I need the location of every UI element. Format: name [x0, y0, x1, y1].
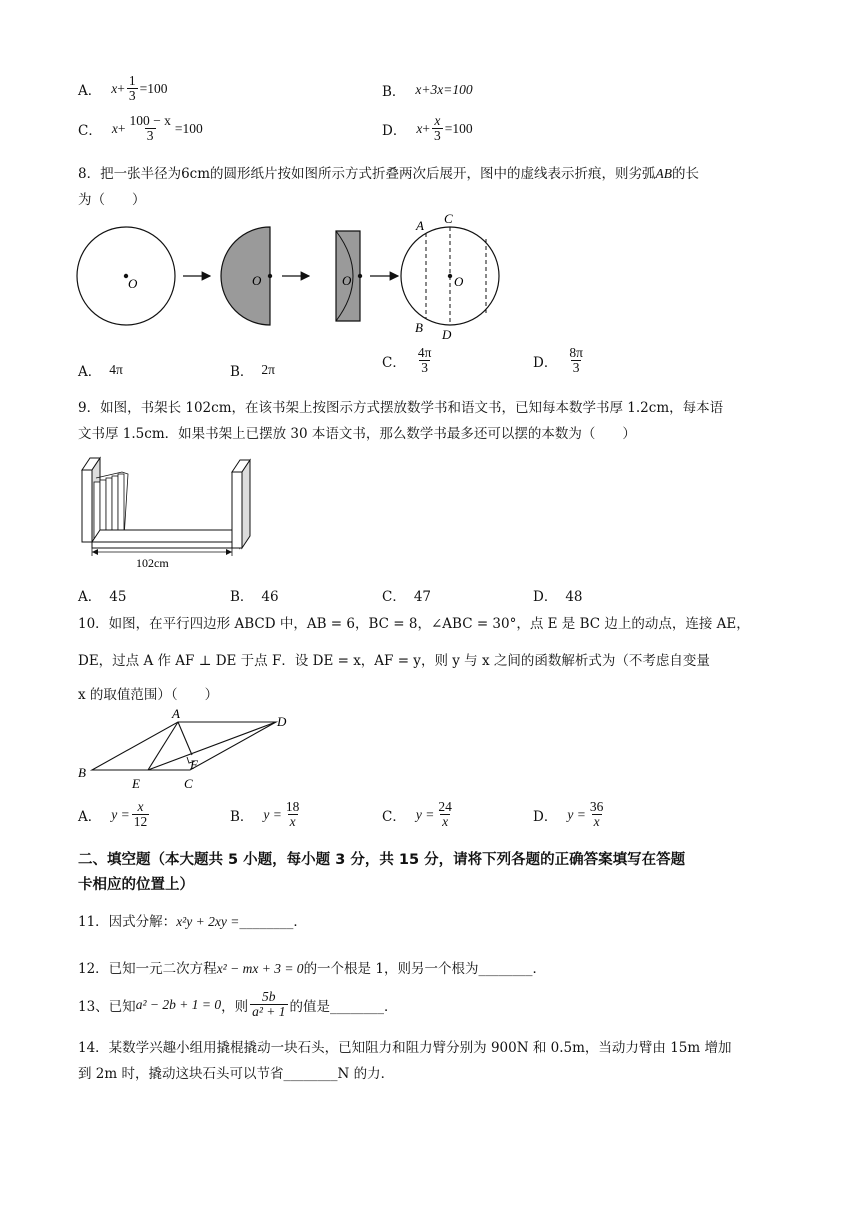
- shelf-board: [92, 530, 248, 542]
- q10-option-b: [230, 800, 303, 829]
- fraction: [284, 800, 302, 829]
- label-f: F: [190, 757, 198, 772]
- book: [100, 480, 106, 538]
- label-a: A: [416, 218, 424, 233]
- q8-option-c: [382, 346, 435, 375]
- q9-option-d: [533, 585, 583, 605]
- math-text: y =: [263, 806, 282, 822]
- fraction: [436, 800, 454, 829]
- q7-option-a: [78, 74, 168, 103]
- fraction: [432, 114, 443, 143]
- question-text: 11．因式分解：: [78, 914, 177, 930]
- math-text: y =: [415, 806, 435, 822]
- fraction: [127, 114, 172, 143]
- denominator: 3: [433, 128, 441, 144]
- math-text: +: [117, 80, 125, 96]
- numerator: x: [434, 113, 441, 128]
- label-c: C: [184, 776, 193, 791]
- section-heading-cont: 卡相应的位置上）: [78, 877, 194, 893]
- label-d: D: [277, 714, 287, 729]
- option-value: 46: [261, 589, 279, 605]
- question-text: ，则: [221, 998, 249, 1015]
- q9-option-a: [78, 585, 126, 605]
- q9-bookshelf-figure: [70, 452, 270, 577]
- numerator: 5b: [262, 989, 276, 1004]
- label-o: O: [128, 276, 138, 291]
- option-value: 2π: [261, 362, 275, 377]
- right-wall-side: [242, 460, 250, 548]
- segment-de: [148, 722, 276, 770]
- math-text: a² − 2b + 1 = 0: [135, 996, 222, 1012]
- book: [106, 478, 112, 538]
- label-a: A: [172, 706, 180, 721]
- numerator: 1: [128, 73, 136, 88]
- section-heading: 二、填空题（本大题共 5 小题，每小题 3 分，共 15 分，请将下列各题的正确答案填写在答题: [78, 852, 686, 868]
- denominator: x: [289, 814, 296, 830]
- segment-ae: [148, 722, 178, 770]
- numerator: 24: [438, 799, 452, 814]
- center-point: [358, 274, 362, 278]
- center-point: [268, 274, 272, 278]
- q10-option-a: [78, 800, 151, 829]
- numerator: 18: [285, 799, 300, 814]
- math-text: +: [422, 120, 430, 136]
- numerator: x: [137, 799, 144, 814]
- math-text: x: [111, 120, 118, 136]
- arc-label: AB: [655, 166, 673, 181]
- math-text: x² − mx + 3 = 0: [216, 961, 304, 976]
- question-text: 12．已知一元二次方程: [78, 961, 217, 977]
- book: [94, 482, 100, 538]
- denominator: 3: [572, 360, 580, 376]
- fraction: [567, 346, 585, 375]
- math-text: x: [111, 80, 118, 96]
- fraction: [127, 74, 138, 103]
- q8-line1: [78, 162, 699, 182]
- math-text: =100: [174, 120, 203, 136]
- fraction: [250, 990, 287, 1019]
- q10-option-c: [382, 800, 456, 829]
- denominator: 3: [421, 360, 428, 376]
- shelf-front: [92, 542, 240, 548]
- q9-line1: 9．如图，书架长 102cm，在该书架上按图示方式摆放数学书和语文书，已知每本数学书厚 1.2cm，每本语: [78, 400, 724, 416]
- question-text: 13、已知: [78, 998, 136, 1015]
- q10-line2: DE，过点 A 作 AF ⊥ DE 于点 F．设 DE = x，AF = y，则 y 与 x 之间的函数解析式为（不考虑自变量: [78, 653, 710, 669]
- option-letter: C．: [382, 354, 406, 371]
- question-text: 的值是________．: [289, 998, 398, 1015]
- denominator: x: [593, 814, 600, 830]
- denominator: 3: [146, 128, 154, 144]
- segment-af: [178, 722, 192, 755]
- option-letter: A．: [78, 589, 102, 605]
- denominator: 12: [133, 814, 148, 830]
- q8-option-b: [230, 360, 275, 380]
- q14-line2: 到 2m 时，撬动这块石头可以节省________N 的力．: [78, 1066, 395, 1082]
- half-circle-shape: [221, 227, 270, 325]
- q10-line1: 10．如图，在平行四边形 ABCD 中，AB = 6，BC = 8，∠ABC = 30°，点 E 是 BC 边上的动点，连接 AE，: [78, 616, 750, 632]
- option-value: 47: [413, 589, 432, 605]
- label-c: C: [444, 211, 453, 226]
- numerator: 8π: [569, 345, 583, 360]
- option-letter: D．: [533, 589, 558, 605]
- question-text: 8．把一张半径为6cm的圆形纸片按如图所示方式折叠两次后展开，图中的虚线表示折痕，则劣弧: [78, 166, 656, 182]
- q7-option-b: [382, 80, 473, 100]
- arrow-left-icon: [92, 549, 98, 555]
- q9-option-b: [230, 585, 279, 605]
- numerator: 4π: [417, 345, 432, 360]
- option-letter: A．: [78, 82, 102, 99]
- math-text: +: [117, 120, 126, 136]
- shelf-length-label: 102cm: [136, 556, 169, 570]
- option-letter: A．: [78, 808, 102, 825]
- denominator: 3: [128, 88, 136, 104]
- q10-parallelogram-figure: [70, 706, 300, 796]
- q14-line1: 14．某数学兴趣小组用撬棍撬动一块石头，已知阻力和阻力臂分别为 900N 和 0.5m，当动力臂由 15m 增加: [78, 1040, 732, 1056]
- option-letter: B．: [230, 808, 254, 825]
- option-letter: D．: [382, 122, 407, 139]
- math-text: y =: [567, 806, 586, 822]
- q8-option-d: [533, 346, 587, 375]
- label-b: B: [78, 765, 86, 780]
- label-o: O: [252, 273, 262, 288]
- parallelogram-shape: [92, 722, 276, 770]
- option-letter: C．: [78, 122, 102, 139]
- q9-option-c: [382, 585, 431, 605]
- question-text: 的长: [672, 166, 700, 182]
- label-o: O: [454, 274, 464, 289]
- question-text: 的一个根是 1，则另一个根为________．: [303, 961, 546, 977]
- option-letter: D．: [533, 354, 558, 371]
- q13: [78, 990, 398, 1019]
- option-value: 45: [109, 589, 127, 605]
- option-letter: C．: [382, 589, 406, 605]
- option-letter: B．: [230, 364, 254, 380]
- fraction: [416, 346, 434, 375]
- q8-folding-figure: [70, 206, 510, 342]
- math-text: =100: [444, 120, 473, 136]
- option-letter: D．: [533, 808, 558, 825]
- q10-line3: x 的取值范围）（ ）: [78, 687, 219, 703]
- answer-blank: ________．: [239, 914, 307, 930]
- q8-line2: 为（ ）: [78, 192, 146, 208]
- option-letter: A．: [78, 364, 102, 380]
- option-value: 4π: [109, 362, 123, 377]
- left-wall: [82, 470, 92, 542]
- denominator: a² + 1: [252, 1004, 286, 1020]
- option-letter: B．: [382, 84, 406, 100]
- option-letter: C．: [382, 808, 406, 825]
- numerator: 100 − x: [129, 113, 171, 128]
- center-point: [448, 274, 452, 278]
- label-e: E: [132, 776, 140, 791]
- book: [118, 474, 124, 538]
- numerator: 36: [589, 799, 604, 814]
- fraction: [588, 800, 606, 829]
- math-text: y =: [111, 806, 130, 822]
- math-text: x: [416, 120, 423, 136]
- q7-option-c: [78, 114, 203, 143]
- arrow-right-icon: [226, 549, 232, 555]
- math-text: x²y + 2xy =: [176, 914, 240, 929]
- fraction: [132, 800, 150, 829]
- option-letter: B．: [230, 589, 254, 605]
- q7-option-d: [382, 114, 473, 143]
- denominator: x: [442, 814, 449, 830]
- label-o: O: [342, 273, 352, 288]
- q11: [78, 910, 307, 930]
- q12: [78, 957, 546, 977]
- q10-option-d: [533, 800, 607, 829]
- label-b: B: [415, 320, 423, 335]
- right-wall: [232, 472, 242, 548]
- math-text: =100: [139, 80, 168, 96]
- q9-line2: 文书厚 1.5cm．如果书架上已摆放 30 本语文书，那么数学书最多还可以摆的本数为（ ）: [78, 426, 636, 442]
- label-d: D: [442, 327, 452, 342]
- math-text: x+3x=100: [415, 82, 473, 97]
- q8-option-a: [78, 360, 123, 380]
- book: [112, 476, 118, 538]
- option-value: 48: [565, 589, 583, 605]
